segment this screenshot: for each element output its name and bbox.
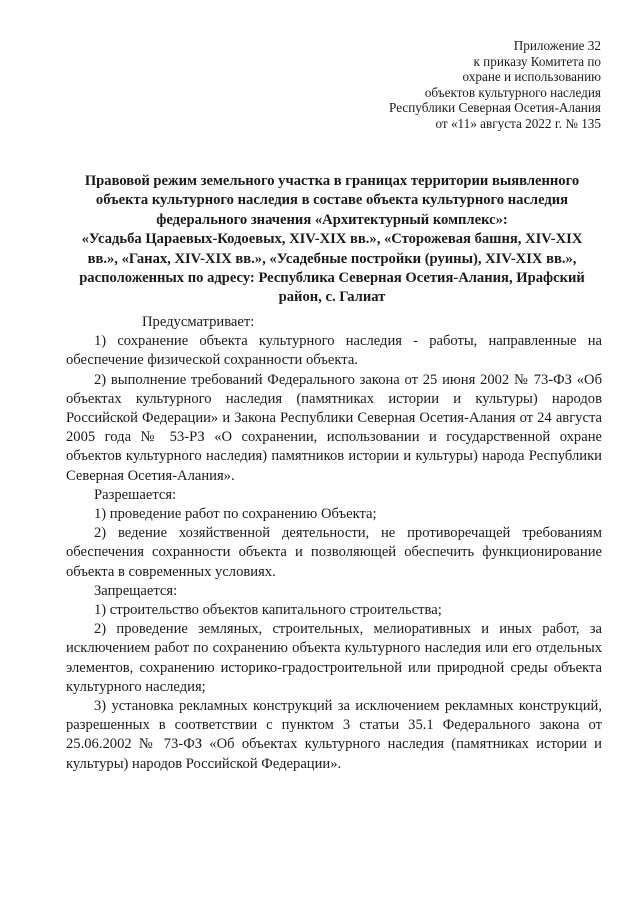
annex-line: объектов культурного наследия <box>424 84 601 100</box>
allowed-item: 1) проведение работ по сохранению Объекта; <box>94 506 377 523</box>
document-title <box>66 172 598 308</box>
annex-line: Приложение 32 <box>513 38 601 53</box>
forbidden-heading: Запрещается: <box>94 582 178 599</box>
provides-heading: Предусматривает: <box>142 314 255 330</box>
annex-line: к приказу Комитета по <box>473 53 601 69</box>
title-line: объекта культурного наследия в составе объекта культурного наследия <box>95 192 569 209</box>
annex-line: от «11» августа 2022 г. № 135 <box>435 115 601 131</box>
title-line: Правовой режим земельного участка в границах территории выявленного <box>84 173 580 189</box>
forbidden-item: 1) строительство объектов капитального строительства; <box>94 602 442 619</box>
title-line: федерального значения «Архитектурный комплекс»: <box>156 211 508 228</box>
title-line: «Усадьба Цараевых-Кодоевых, XIV-XIX вв.», «Сторожевая башня, XIV-XIX <box>81 231 583 248</box>
allowed-item: 2) ведение хозяйственной деятельности, не противоречащей требованиям обеспечения сохранности объекта и позволяющей обеспечить функционирование объекта в современных условиях. <box>66 525 602 580</box>
annex-header <box>389 38 601 132</box>
title-line: вв.», «Ганах, XIV-XIX вв.», «Усадебные постройки (руины), XIV-XIX вв.», <box>87 250 577 267</box>
provides-item: 2) выполнение требований Федерального закона от 25 июня 2002 № 73-ФЗ «Об объектах культурного наследия (памятниках истории и культуры) народов Российской Федерации» и Закона Республики Северная Осетия-Алания от 24 августа 2005 года № 53-РЗ «О сохранении, использовании и государственной охране объектов культурного наследия) памятников истории и культуры) народа Республики Северная Осетия-Алания». <box>66 371 602 484</box>
forbidden-item: 2) проведение земляных, строительных, мелиоративных и иных работ, за исключением работ по сохранению объекта культурного наследия или его отдельных элементов, сохранению историко-градостроительной или природной среды объекта культурного наследия; <box>66 621 602 695</box>
title-line: расположенных по адресу: Республика Северная Осетия-Алания, Ирафский <box>79 270 585 287</box>
allowed-heading: Разрешается: <box>94 486 177 503</box>
forbidden-item: 3) установка рекламных конструкций за исключением рекламных конструкций, разрешенных в соответствии с пунктом 3 статьи 35.1 Федерального закона от 25.06.2002 № 73-ФЗ «Об объектах культурного наследия (памятниках истории и культуры) народов Российской Федерации». <box>66 698 602 772</box>
document-body <box>66 313 602 774</box>
title-line: район, с. Галиат <box>278 289 386 306</box>
provides-item: 1) сохранение объекта культурного наследия - работы, направленные на обеспечение физической сохранности объекта. <box>66 333 602 369</box>
annex-line: охране и использованию <box>462 69 601 85</box>
annex-line: Республики Северная Осетия-Алания <box>389 100 601 116</box>
